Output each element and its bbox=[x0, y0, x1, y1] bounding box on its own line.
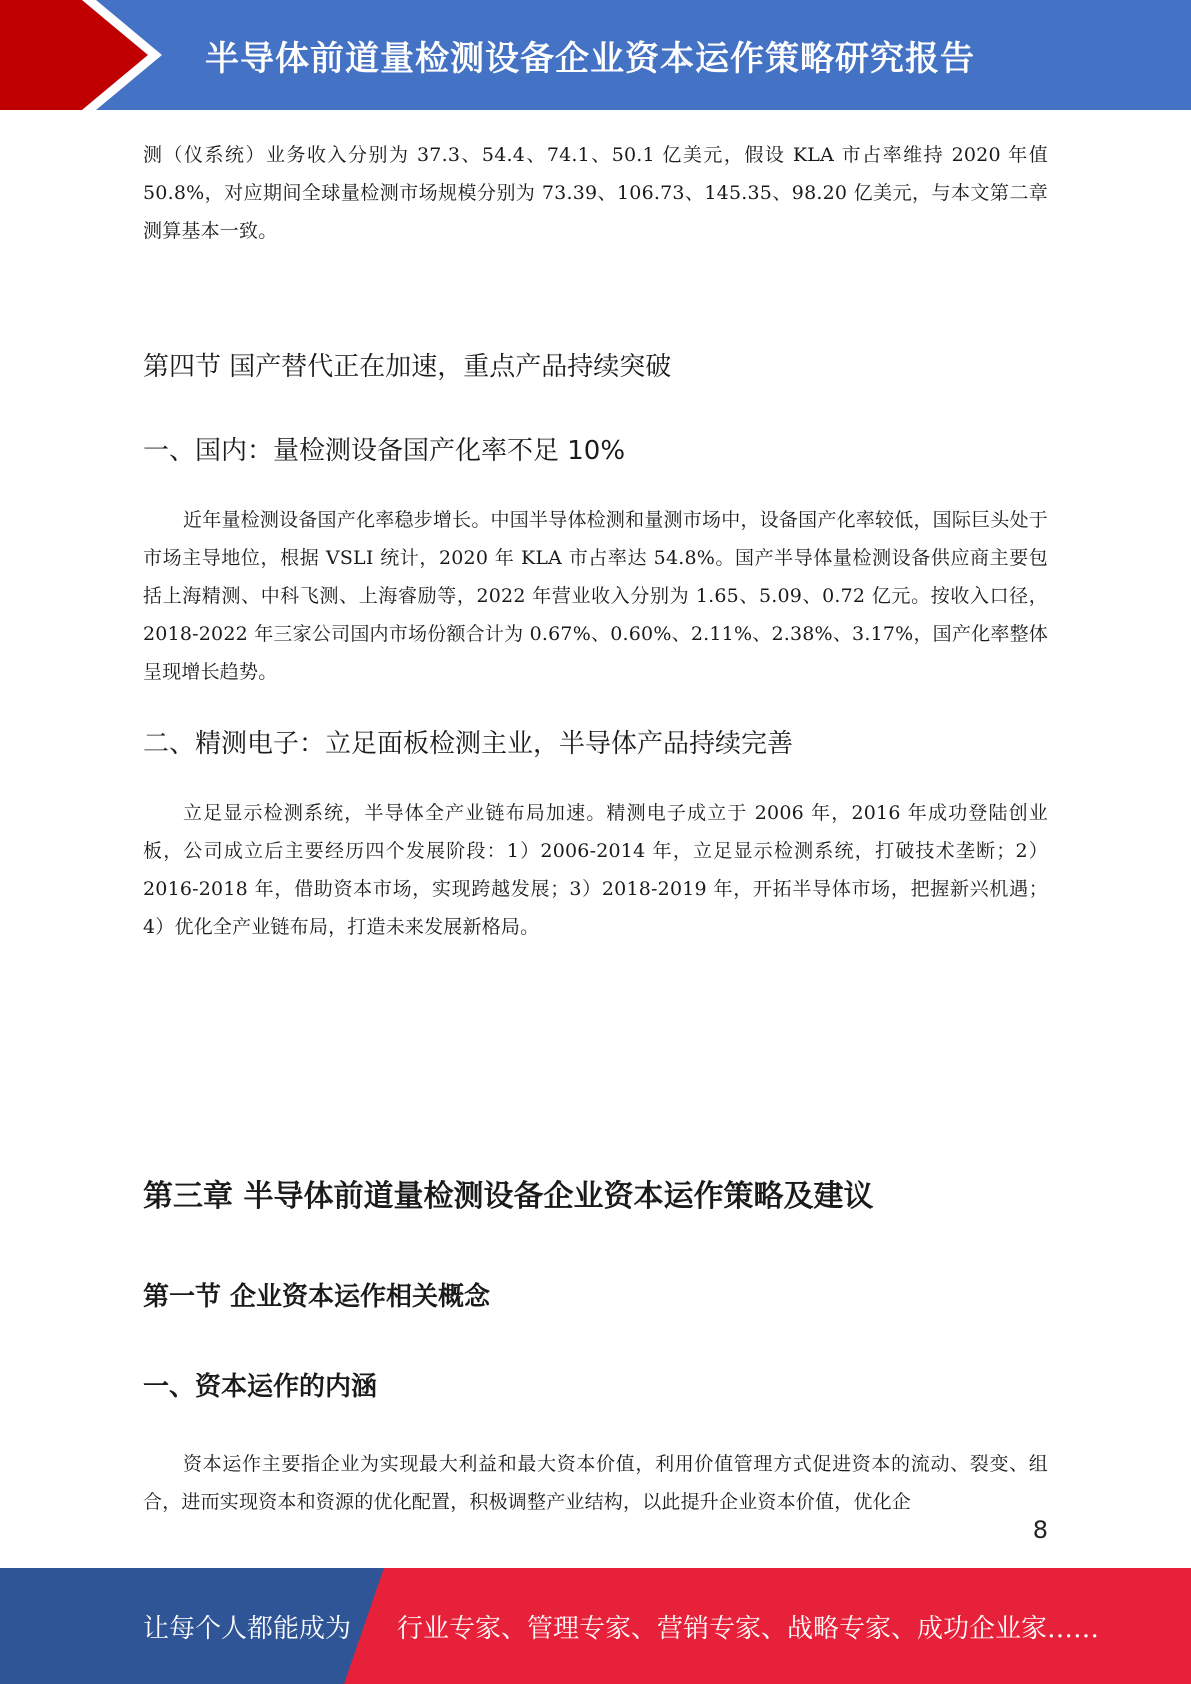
chapter-heading bbox=[143, 1171, 1048, 1215]
report-title: 半导体前道量检测设备企业资本运作策略研究报告 bbox=[205, 38, 975, 79]
sub3-block bbox=[143, 1445, 1048, 1521]
sub1-block bbox=[143, 501, 1048, 691]
intro-block bbox=[143, 136, 1048, 250]
sub2-paragraph: 立足显示检测系统，半导体全产业链布局加速。精测电子成立于 2006 年，2016 年成功登陆创业板，公司成立后主要经历四个发展阶段：1）2006-2014 年，立足显示检测系统，打破技术垄断；2）2016-2018 年，借助资本市场，实现跨越发展；3）2018-2019 年，开拓半导体市场，把握新兴机遇；4）优化全产业链布局，打造未来发展新格局。 bbox=[143, 802, 1048, 938]
intro-paragraph: 测（仪系统）业务收入分别为 37.3、54.4、74.1、50.1 亿美元，假设 KLA 市占率维持 2020 年值 50.8%，对应期间全球量检测市场规模分别为 73.39、106.73、145.35、98.20 亿美元，与本文第二章测算基本一致。 bbox=[143, 144, 1048, 242]
sub2-title: 二、精测电子：立足面板检测主业，半导体产品持续完善 bbox=[143, 729, 794, 759]
subsection-heading bbox=[143, 1366, 1048, 1403]
sub1-title: 一、国内：量检测设备国产化率不足 10% bbox=[143, 436, 626, 466]
sub3-paragraph: 资本运作主要指企业为实现最大利益和最大资本价值，利用价值管理方式促进资本的流动、裂变、组合，进而实现资本和资源的优化配置，积极调整产业结构，以此提升企业资本价值，优化企 bbox=[143, 1453, 1048, 1513]
sub2-block bbox=[143, 794, 1048, 946]
section1-title: 第一节 企业资本运作相关概念 bbox=[143, 1282, 491, 1312]
sub1-paragraph: 近年量检测设备国产化率稳步增长。中国半导体检测和量测市场中，设备国产化率较低，国际巨头处于市场主导地位，根据 VSLI 统计，2020 年 KLA 市占率达 54.8%。国产半导体量检测设备供应商主要包括上海精测、中科飞测、上海睿励等，2022 年营业收入分别为 1.65、5.09、0.72 亿元。按收入口径，2018-2022 年三家公司国内市场份额合计为 0.67%、0.60%、2.11%、2.38%、3.17%，国产化率整体呈现增长趋势。 bbox=[143, 509, 1048, 683]
subsection-heading bbox=[143, 723, 1048, 760]
section4-title: 第四节 国产替代正在加速，重点产品持续突破 bbox=[143, 352, 672, 382]
footer-slogan-left: 让每个人都能成为 bbox=[143, 1613, 352, 1644]
chapter3-title: 第三章 半导体前道量检测设备企业资本运作策略及建议 bbox=[143, 1179, 874, 1214]
subsection-heading bbox=[143, 430, 1048, 467]
sub3-title: 一、资本运作的内涵 bbox=[143, 1372, 378, 1402]
page-number: 8 bbox=[1032, 1516, 1048, 1544]
page-header bbox=[0, 0, 1191, 110]
section-heading bbox=[143, 1276, 1048, 1313]
section-heading bbox=[143, 346, 1048, 383]
footer-slogan-right: 行业专家、管理专家、营销专家、战略专家、成功企业家…… bbox=[397, 1613, 1100, 1644]
page-footer bbox=[0, 1568, 1191, 1684]
